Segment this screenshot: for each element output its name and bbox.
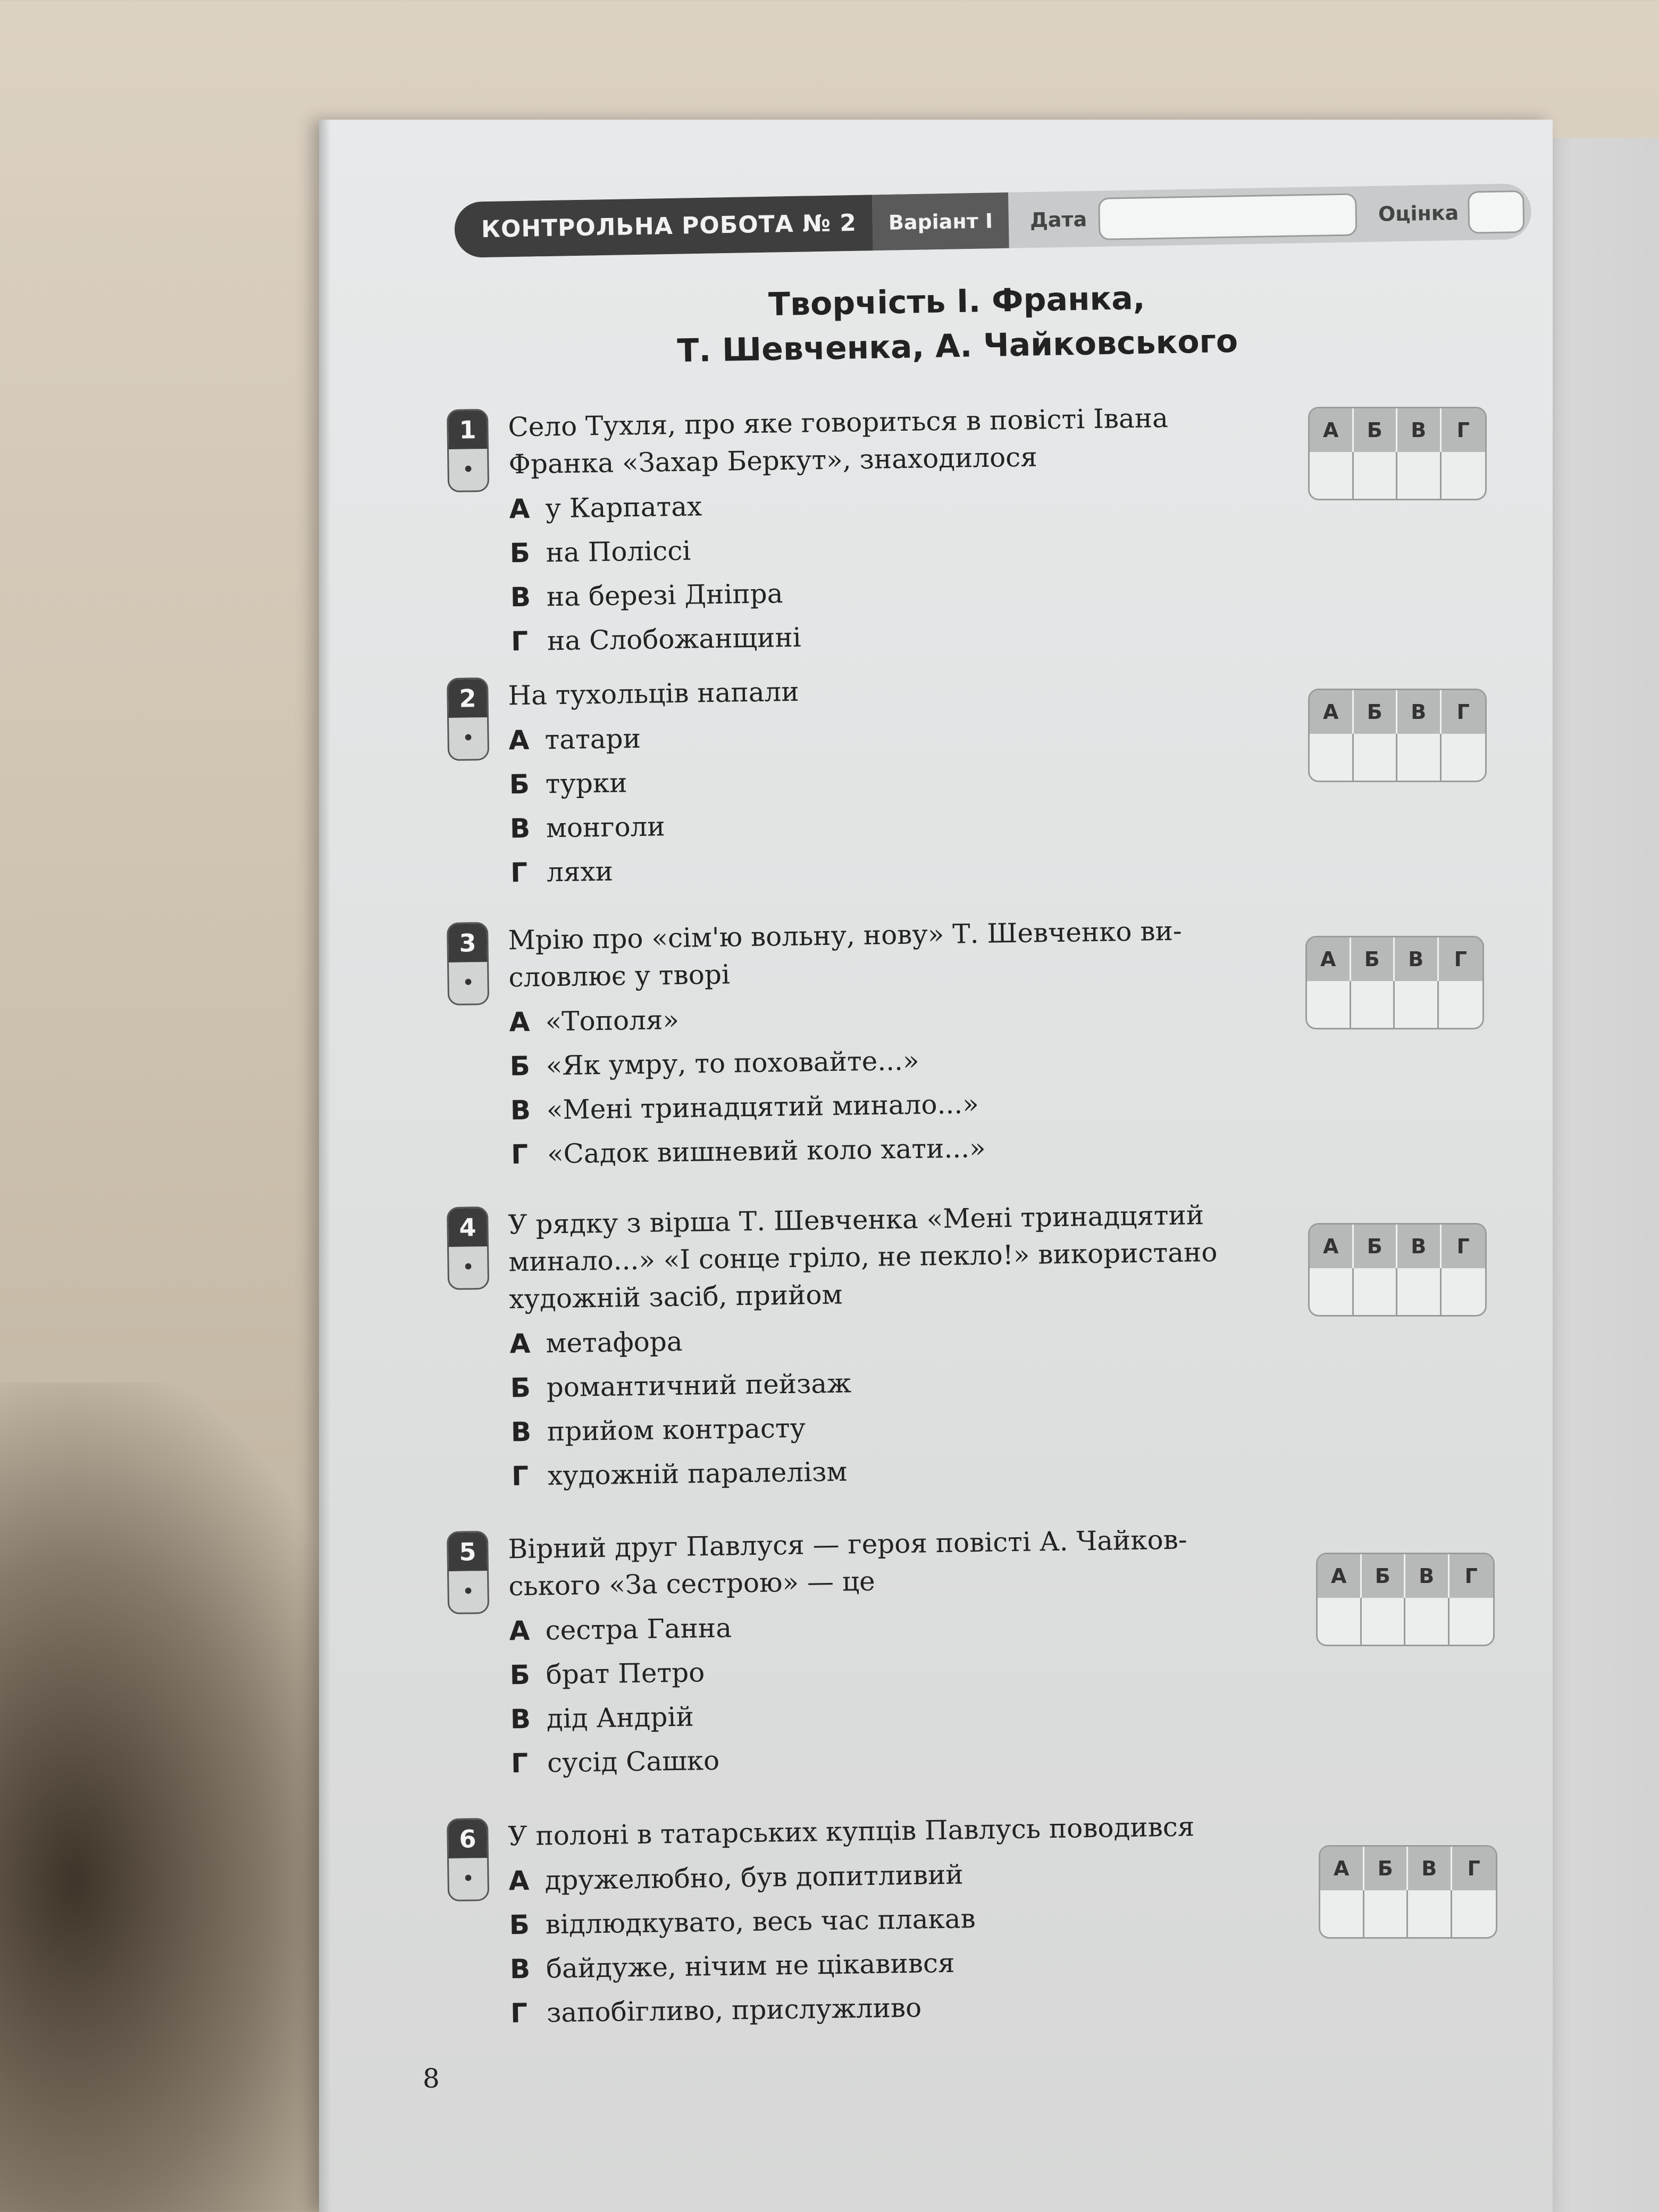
page-number: 8 xyxy=(423,2063,440,2094)
option-text: у Карпатах xyxy=(545,491,702,524)
answer-grid-2 xyxy=(1308,689,1487,782)
option-text: запобігливо, прислужливо xyxy=(546,1992,922,2029)
question-text xyxy=(508,1194,1352,1318)
option-text: «Садок вишневий коло хати...» xyxy=(547,1132,986,1170)
grid-header: В xyxy=(1405,1554,1449,1598)
question-text-line: словлює у творі xyxy=(508,959,731,993)
answer-cell[interactable] xyxy=(1310,734,1354,781)
question-1 xyxy=(447,397,1354,665)
option-letter: Г xyxy=(511,1460,529,1492)
question-3 xyxy=(447,910,1354,1178)
answer-cell[interactable] xyxy=(1320,1890,1364,1937)
answer-cell[interactable] xyxy=(1449,1598,1494,1645)
option-letter: А xyxy=(509,493,530,525)
answer-cell[interactable] xyxy=(1442,734,1486,781)
option-text: турки xyxy=(545,767,627,800)
question-number: 3 xyxy=(448,924,487,962)
grid-header: А xyxy=(1310,1225,1354,1268)
option-letter: Б xyxy=(509,768,530,800)
grid-header: Г xyxy=(1442,1225,1486,1268)
answer-cell[interactable] xyxy=(1354,734,1398,781)
answer-cell[interactable] xyxy=(1397,734,1442,781)
option-letter: А xyxy=(508,1865,530,1897)
question-badge xyxy=(447,1818,489,1901)
grid-header: Г xyxy=(1452,1847,1496,1890)
options-list xyxy=(508,1847,1353,2035)
answer-cell[interactable] xyxy=(1397,1268,1442,1315)
grid-header: А xyxy=(1307,937,1351,981)
options-list xyxy=(509,1597,1354,1786)
answer-grid-1 xyxy=(1308,407,1487,500)
grid-header: В xyxy=(1397,1225,1442,1268)
question-badge xyxy=(447,1206,489,1290)
grid-header: Б xyxy=(1354,1225,1398,1268)
question-text-line: На тухольців напали xyxy=(508,676,800,711)
option-text: монголи xyxy=(546,811,666,844)
grid-header: А xyxy=(1310,408,1354,452)
question-text-line: Село Тухля, про яке говориться в повісті Івана xyxy=(508,403,1169,443)
question-text-line: Франка «Захар Беркут», знаходилося xyxy=(508,441,1038,480)
option-text: татари xyxy=(544,723,641,756)
question-text xyxy=(508,910,1352,996)
question-text-line: Вірний друг Павлуся — героя повісті А. Чайков- xyxy=(508,1524,1188,1565)
question-badge xyxy=(447,1531,489,1614)
answer-grid-4 xyxy=(1308,1223,1487,1317)
page-title xyxy=(584,273,1330,375)
option-text: дід Андрій xyxy=(546,1701,694,1735)
grade-label: Оцінка xyxy=(1378,200,1459,226)
option-letter: Г xyxy=(510,1747,529,1779)
option-letter: Б xyxy=(509,1659,531,1691)
option-text: художній паралелізм xyxy=(547,1456,848,1492)
question-2 xyxy=(447,665,1354,896)
answer-cell[interactable] xyxy=(1310,1268,1354,1315)
question-text xyxy=(508,1519,1352,1605)
option-letter: В xyxy=(510,581,531,613)
options-list xyxy=(509,988,1354,1177)
option-text: «Як умру, то поховайте...» xyxy=(546,1045,919,1082)
option-text: на Слобожанщині xyxy=(547,622,802,657)
answer-cell[interactable] xyxy=(1310,452,1354,499)
question-number: 6 xyxy=(448,1820,487,1858)
option-text: метафора xyxy=(546,1326,683,1359)
question-text-line: художній засіб, прийом xyxy=(509,1279,843,1315)
options-list xyxy=(508,707,1353,895)
header-bar xyxy=(454,183,1532,258)
page-title-line-2: Т. Шевченка, А. Чайковського xyxy=(676,322,1238,370)
option-letter: Б xyxy=(509,537,531,569)
question-badge xyxy=(447,922,489,1006)
answer-grid-5 xyxy=(1316,1553,1495,1646)
grid-header: Г xyxy=(1442,690,1486,734)
grid-header: В xyxy=(1397,690,1442,734)
option-letter: А xyxy=(509,1615,530,1647)
question-text-line: минало...» «І сонце гріло, не пекло!» використано xyxy=(508,1236,1218,1278)
grid-header: А xyxy=(1320,1847,1364,1890)
grid-header: А xyxy=(1310,690,1354,734)
grid-header: Г xyxy=(1449,1554,1494,1598)
date-label: Дата xyxy=(1029,207,1087,232)
option-text: на Поліссі xyxy=(546,535,691,568)
grid-header: Г xyxy=(1442,408,1486,452)
option-text: відлюдкувато, весь час плакав xyxy=(545,1903,976,1940)
answer-cell[interactable] xyxy=(1307,981,1351,1028)
options-list xyxy=(509,1310,1354,1498)
options-list xyxy=(509,475,1354,664)
question-6 xyxy=(447,1806,1354,2037)
question-number: 1 xyxy=(448,410,487,449)
option-letter: А xyxy=(509,1328,531,1360)
header-title: КОНТРОЛЬНА РОБОТА № 2 xyxy=(454,195,873,258)
option-text: сестра Ганна xyxy=(545,1612,732,1646)
option-letter: Б xyxy=(509,1909,530,1941)
question-number: 4 xyxy=(448,1208,487,1247)
page-title-line-1: Творчість І. Франка, xyxy=(768,279,1146,324)
question-number: 2 xyxy=(448,679,487,718)
grade-field[interactable] xyxy=(1468,190,1524,233)
option-letter: Г xyxy=(510,625,529,657)
option-text: байдуже, нічим не цікавився xyxy=(546,1947,955,1984)
question-text xyxy=(508,1806,1351,1855)
grid-header: В xyxy=(1395,937,1439,981)
option-letter: Г xyxy=(510,1138,529,1170)
option-text: ляхи xyxy=(546,856,614,888)
grid-header: Г xyxy=(1439,937,1483,981)
answer-cell[interactable] xyxy=(1397,452,1442,499)
answer-cell[interactable] xyxy=(1354,1268,1398,1315)
option-letter: Б xyxy=(509,1050,531,1082)
question-5 xyxy=(447,1519,1354,1787)
hand-shadow xyxy=(0,1382,372,2212)
option-letter: В xyxy=(510,1416,532,1448)
grid-header: В xyxy=(1408,1847,1452,1890)
grid-header: Б xyxy=(1354,690,1398,734)
grid-header: Б xyxy=(1351,937,1395,981)
grid-header: А xyxy=(1318,1554,1362,1598)
grid-header: Б xyxy=(1364,1847,1409,1890)
option-letter: Г xyxy=(510,1997,528,2029)
option-text: дружелюбно, був допитливий xyxy=(544,1859,964,1896)
badge-dot-icon: • xyxy=(462,1255,475,1280)
answer-grid-6 xyxy=(1319,1845,1497,1939)
grid-header: Б xyxy=(1362,1554,1406,1598)
option-text: на березі Дніпра xyxy=(546,578,783,613)
header-variant: Варіант І xyxy=(872,192,1009,250)
option-text: «Тополя» xyxy=(545,1004,680,1037)
option-letter: В xyxy=(510,1703,531,1735)
question-number: 5 xyxy=(448,1532,487,1571)
answer-cell[interactable] xyxy=(1405,1598,1449,1645)
question-text-line: У полоні в татарських купців Павлусь поводився xyxy=(508,1811,1195,1852)
answer-cell[interactable] xyxy=(1442,1268,1486,1315)
option-letter: А xyxy=(508,724,530,756)
answer-cell[interactable] xyxy=(1354,452,1398,499)
answer-cell[interactable] xyxy=(1442,452,1486,499)
page-fold xyxy=(319,120,331,2212)
question-4 xyxy=(447,1194,1355,1499)
grid-header: В xyxy=(1397,408,1442,452)
badge-dot-icon: • xyxy=(462,1579,475,1604)
date-field[interactable] xyxy=(1098,193,1357,240)
answer-cell[interactable] xyxy=(1318,1598,1362,1645)
option-letter: В xyxy=(509,1953,531,1985)
question-text-line: У рядку з вірша Т. Шевченка «Мені тринадцятий xyxy=(508,1200,1204,1241)
question-text-line: ського «За сестрою» — це xyxy=(508,1565,876,1602)
option-letter: Г xyxy=(510,857,528,889)
answer-cell[interactable] xyxy=(1452,1890,1496,1937)
badge-dot-icon: • xyxy=(462,457,475,482)
option-text: прийом контрасту xyxy=(547,1412,806,1447)
answer-cell[interactable] xyxy=(1364,1890,1409,1937)
badge-dot-icon: • xyxy=(462,970,475,995)
option-letter: Б xyxy=(510,1372,531,1404)
workbook-page xyxy=(319,120,1553,2212)
question-text-line: Мрію про «сім'ю вольну, нову» Т. Шевченко ви- xyxy=(508,915,1183,956)
grid-header: Б xyxy=(1354,408,1398,452)
option-text: «Мені тринадцятий минало...» xyxy=(546,1088,979,1126)
badge-dot-icon: • xyxy=(462,726,475,751)
option-text: брат Петро xyxy=(546,1657,705,1690)
answer-grid-3 xyxy=(1305,936,1484,1029)
badge-dot-icon: • xyxy=(462,1866,475,1891)
answer-cell[interactable] xyxy=(1362,1598,1406,1645)
question-badge xyxy=(447,677,489,761)
option-letter: В xyxy=(510,1094,531,1126)
option-letter: А xyxy=(509,1006,530,1038)
question-text xyxy=(508,665,1351,714)
option-letter: В xyxy=(509,812,531,844)
option-text: сусід Сашко xyxy=(547,1745,720,1779)
answer-cell[interactable] xyxy=(1439,981,1483,1028)
option-text: романтичний пейзаж xyxy=(546,1368,852,1403)
question-text xyxy=(508,397,1352,483)
answer-cell[interactable] xyxy=(1351,981,1395,1028)
question-badge xyxy=(447,409,489,492)
answer-cell[interactable] xyxy=(1408,1890,1452,1937)
answer-cell[interactable] xyxy=(1395,981,1439,1028)
